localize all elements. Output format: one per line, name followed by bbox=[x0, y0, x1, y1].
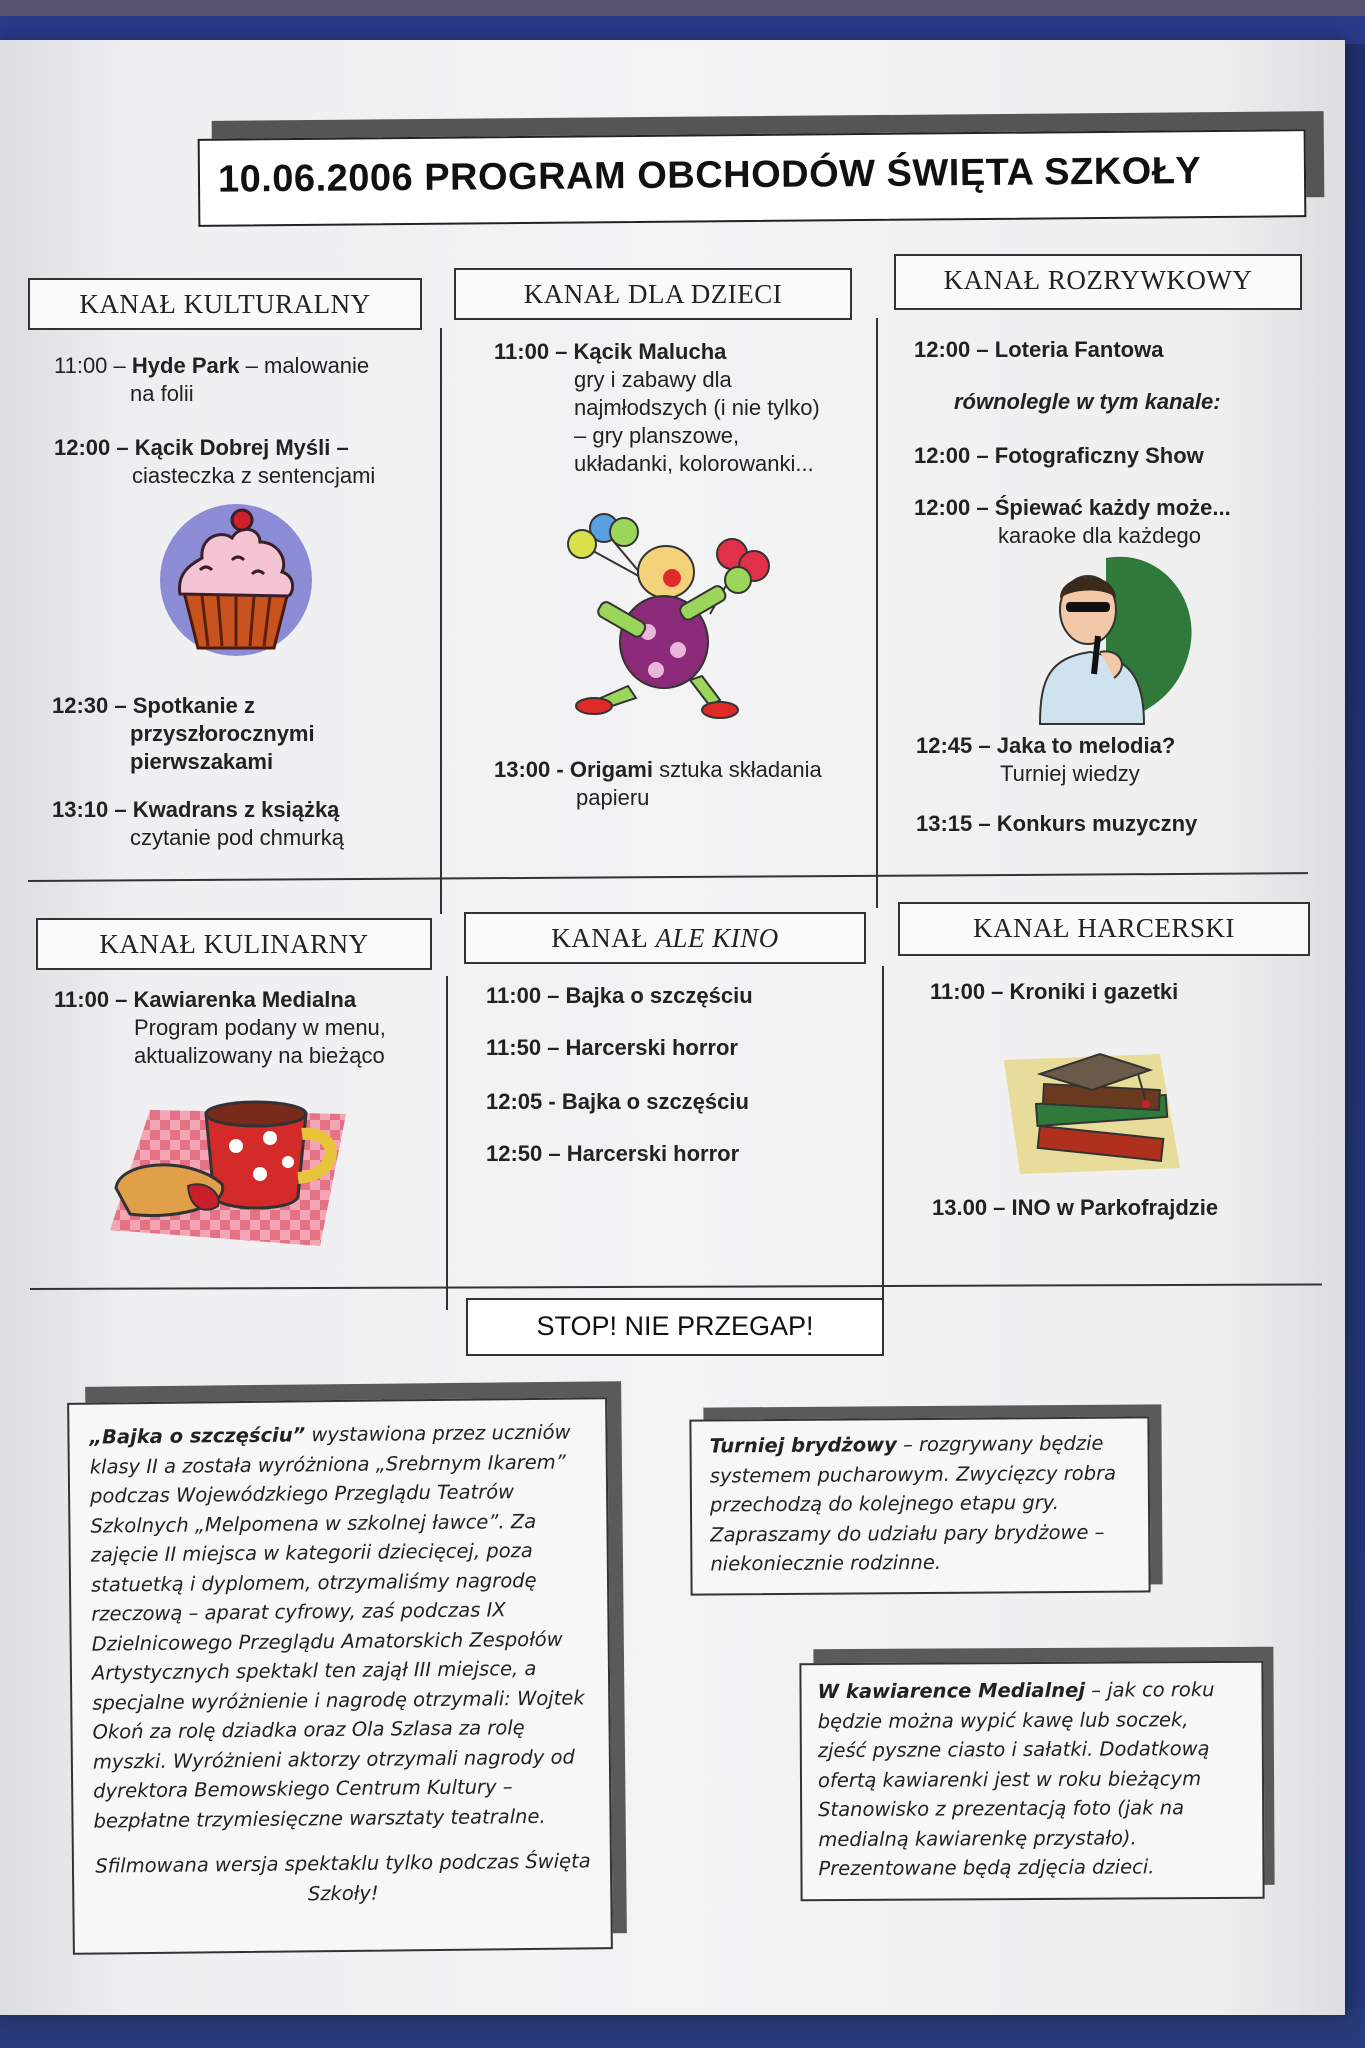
event-title: Spotkanie z bbox=[132, 693, 255, 718]
kulinarny-event-1 bbox=[54, 986, 386, 1070]
channel-kino-label: KANAŁ bbox=[551, 923, 656, 953]
note-line: Artystycznych spektakl ten zajął III miejsce, a bbox=[91, 1656, 537, 1685]
event-desc-line: papieru bbox=[576, 785, 650, 810]
page-title: 10.06.2006 PROGRAM OBCHODÓW ŚWIĘTA SZKOŁY bbox=[217, 150, 1202, 201]
event-desc-line: ciasteczka z sentencjami bbox=[132, 463, 376, 488]
event-title: Bajka o szczęściu bbox=[565, 983, 753, 1008]
event-time: 11:00 – bbox=[486, 983, 560, 1008]
event-title: - Origami bbox=[550, 757, 653, 782]
event-title: Kącik Dobrej Myśli – bbox=[134, 435, 349, 460]
channel-rozrywkowy-header: KANAŁ ROZRYWKOWY bbox=[894, 254, 1302, 310]
note-line: przechodzą do kolejnego etapu gry. bbox=[709, 1491, 1060, 1517]
event-title: Kroniki i gazetki bbox=[1009, 979, 1179, 1004]
divider-h1 bbox=[28, 872, 1308, 882]
rozrywkowy-event-1 bbox=[914, 336, 1163, 364]
clown-illustration bbox=[560, 510, 780, 730]
note-bajka-text bbox=[89, 1417, 591, 1835]
dzieci-event-1 bbox=[494, 338, 820, 478]
note-line: „Bajka o szczęściu” wystawiona przez uczniów bbox=[89, 1420, 571, 1449]
note-line: dyrektora Bemowskiego Centrum Kultury – bbox=[93, 1775, 513, 1803]
note-line: klasy II a została wyróżniona „Srebrnym Ikarem” bbox=[89, 1450, 566, 1479]
event-time: 11:00 – bbox=[930, 979, 1004, 1004]
event-time: 13:15 – bbox=[916, 811, 991, 836]
event-time: 13:00 bbox=[494, 757, 551, 782]
divider-v1 bbox=[440, 328, 442, 914]
channel-kino-label-em: ALE KINO bbox=[655, 923, 779, 953]
event-title: INO w Parkofrajdzie bbox=[1011, 1195, 1219, 1220]
rozrywkowy-event-2 bbox=[914, 442, 1204, 470]
event-desc-line: na folii bbox=[130, 381, 194, 406]
event-desc-line: Turniej wiedzy bbox=[1000, 761, 1140, 786]
divider-v4 bbox=[882, 966, 884, 1302]
channel-harcerski-header: KANAŁ HARCERSKI bbox=[898, 902, 1310, 956]
note-line: specjalne wyróżnienie i nagrodę otrzymali: Wojtek bbox=[92, 1685, 585, 1715]
divider-h2 bbox=[30, 1283, 1322, 1290]
event-time: 13:10 – bbox=[52, 797, 127, 822]
event-desc: sztuka składania bbox=[652, 757, 822, 782]
note-line: zjeść pyszne ciasto i sałatki. Dodatkową bbox=[817, 1737, 1210, 1763]
kulturalny-event-1 bbox=[54, 352, 369, 408]
note-bajka bbox=[67, 1397, 613, 1955]
kino-item-1 bbox=[486, 982, 753, 1010]
note-line: Dzielnicowego Przeglądu Amatorskich Zespołów bbox=[91, 1627, 563, 1656]
rozrywkowy-parallel-note: równolegle w tym kanale: bbox=[954, 389, 1221, 414]
note-line: Okoń za rolę dziadka oraz Ola Szlasa za rolę bbox=[92, 1716, 525, 1744]
event-title: Kwadrans z książką bbox=[132, 797, 340, 822]
note-line: rzeczową – aparat cyfrowy, zaś podczas IX bbox=[91, 1598, 506, 1626]
channel-kulinarny-header: KANAŁ KULINARNY bbox=[36, 918, 432, 970]
note-kawiarenka bbox=[799, 1661, 1264, 1901]
event-desc-line: gry i zabawy dla bbox=[574, 367, 732, 392]
program-sheet bbox=[0, 40, 1345, 2015]
event-title: Hyde Park bbox=[131, 353, 240, 378]
rozrywkowy-event-3 bbox=[914, 494, 1231, 550]
event-desc: – malowanie bbox=[239, 353, 370, 378]
note-line: Stanowisko z prezentacją foto (jak na bbox=[818, 1796, 1185, 1822]
event-title: Kawiarenka Medialna bbox=[133, 987, 357, 1012]
note-brydz bbox=[689, 1416, 1150, 1595]
karaoke-singer-illustration bbox=[1010, 548, 1200, 728]
event-time: 11:00 – bbox=[54, 987, 128, 1012]
event-title: Loteria Fantowa bbox=[994, 337, 1164, 362]
channel-kino-header bbox=[464, 912, 866, 964]
event-title: Jaka to melodia? bbox=[996, 733, 1176, 758]
stop-banner: STOP! NIE PRZEGAP! bbox=[466, 1298, 884, 1356]
kino-item-3 bbox=[486, 1088, 749, 1116]
channel-kulturalny-header: KANAŁ KULTURALNY bbox=[28, 278, 422, 330]
kulturalny-event-3 bbox=[52, 692, 315, 776]
event-time: 11:00 – bbox=[494, 339, 568, 364]
books-illustration bbox=[1000, 1040, 1190, 1180]
channel-dzieci-header: KANAŁ DLA DZIECI bbox=[454, 268, 852, 320]
note-line: Turniej brydżowy – rozgrywany będzie bbox=[709, 1431, 1104, 1458]
kino-item-4 bbox=[486, 1140, 739, 1168]
coffee-cup-illustration bbox=[110, 1090, 350, 1250]
event-time: 13.00 – bbox=[932, 1195, 1006, 1220]
event-time: 12:30 – bbox=[52, 693, 127, 718]
note-line: będzie można wypić kawę lub soczek, bbox=[817, 1707, 1189, 1733]
note-line: myszki. Wyróżnieni aktorzy otrzymali nagrody od bbox=[92, 1745, 575, 1774]
note-line: Prezentowane będą zdjęcia dzieci. bbox=[818, 1855, 1155, 1881]
event-time: 12:00 – bbox=[54, 435, 129, 460]
harcerski-event-2 bbox=[932, 1194, 1218, 1222]
note-line: W kawiarence Medialnej – jak co roku bbox=[817, 1678, 1215, 1704]
note-line: podczas Wojewódzkiego Przeglądu Teatrów bbox=[89, 1480, 515, 1508]
note-kawiarenka-text bbox=[817, 1675, 1246, 1884]
note-line: Zapraszamy do udziału pary brydżowe – bbox=[710, 1520, 1105, 1546]
divider-v2 bbox=[876, 318, 878, 908]
kino-item-2 bbox=[486, 1034, 738, 1062]
event-title: Harcerski horror bbox=[565, 1035, 738, 1060]
cupcake-illustration bbox=[156, 500, 316, 660]
kulturalny-event-2 bbox=[54, 434, 375, 490]
event-time: 12:00 – bbox=[914, 337, 989, 362]
event-desc-line: układanki, kolorowanki... bbox=[574, 451, 814, 476]
note-line: ofertą kawiarenki jest w roku bieżącym bbox=[817, 1766, 1202, 1792]
event-desc-line: najmłodszych (i nie tylko) bbox=[574, 395, 820, 420]
note-line: zajęcie II miejsca w kategorii dziecięcej, poza bbox=[90, 1538, 533, 1567]
divider-v3 bbox=[446, 976, 448, 1310]
note-line: niekoniecznie rodzinne. bbox=[710, 1550, 942, 1576]
event-title-line: przyszłorocznymi bbox=[130, 721, 315, 746]
event-desc-line: Program podany w menu, bbox=[134, 1015, 386, 1040]
event-title: Śpiewać każdy może... bbox=[994, 495, 1231, 520]
event-time: 12:05 - bbox=[486, 1089, 556, 1114]
note-bajka-footer-2: Szkoły! bbox=[307, 1881, 379, 1905]
event-time: 12:00 – bbox=[914, 443, 989, 468]
event-time: 12:50 – bbox=[486, 1141, 561, 1166]
event-title-line: pierwszakami bbox=[130, 749, 274, 774]
event-title: Konkurs muzyczny bbox=[996, 811, 1198, 836]
event-title: Bajka o szczęściu bbox=[561, 1089, 749, 1114]
event-title: Kącik Malucha bbox=[573, 339, 727, 364]
note-line: medialną kawiarenkę przystało). bbox=[818, 1825, 1137, 1851]
note-line: bezpłatne trzymiesięczne warsztaty teatralne. bbox=[93, 1804, 546, 1833]
note-line: systemem pucharowym. Zwycięzcy robra bbox=[709, 1461, 1117, 1487]
event-time: 11:00 – bbox=[54, 353, 126, 378]
event-title: Fotograficzny Show bbox=[994, 443, 1204, 468]
event-time: 11:50 – bbox=[486, 1035, 560, 1060]
note-line: Szkolnych „Melpomena w szkolnej ławce”. Za bbox=[90, 1509, 537, 1538]
note-brydz-text bbox=[709, 1429, 1132, 1579]
title-box bbox=[198, 129, 1307, 227]
note-bajka-footer-1: Sfilmowana wersja spektaklu tylko podczas Święta bbox=[95, 1849, 591, 1878]
event-desc-line: czytanie pod chmurką bbox=[130, 825, 344, 850]
kulturalny-event-4 bbox=[52, 796, 344, 852]
event-time: 12:00 – bbox=[914, 495, 989, 520]
rozrywkowy-event-5 bbox=[916, 810, 1197, 838]
event-desc-line: – gry planszowe, bbox=[574, 423, 740, 448]
event-time: 12:45 – bbox=[916, 733, 991, 758]
harcerski-event-1 bbox=[930, 978, 1178, 1006]
event-title: Harcerski horror bbox=[566, 1141, 740, 1166]
dzieci-event-2 bbox=[494, 756, 822, 812]
note-line: statuetką i dyplomem, otrzymaliśmy nagrodę bbox=[90, 1568, 537, 1597]
wood-edge bbox=[0, 0, 1365, 16]
event-desc-line: karaoke dla każdego bbox=[998, 523, 1202, 548]
rozrywkowy-event-4 bbox=[916, 732, 1175, 788]
event-desc-line: aktualizowany na bieżąco bbox=[134, 1043, 385, 1068]
